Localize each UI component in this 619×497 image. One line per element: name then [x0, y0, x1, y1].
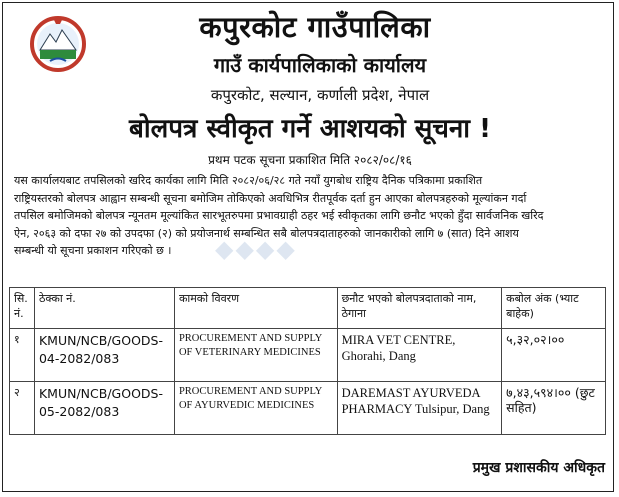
cell-sn: १ — [10, 329, 35, 382]
cell-sn: २ — [10, 382, 35, 435]
paragraph-line: राष्ट्रियस्तरको बोलपत्र आह्वान सम्बन्धी सूचना बमोजिम तोकिएको अवधिभित्र रीतपूर्वक दर्ता हुन आएका बोलपत्रहरुको मूल्यांकन गर्दा — [14, 191, 527, 205]
bid-table — [9, 287, 606, 435]
table-header-row — [10, 288, 606, 329]
address: कपुरकोट, सल्यान, कर्णाली प्रदेश, नेपाल — [210, 86, 430, 104]
cell-description: PROCUREMENT AND SUPPLY OF VETERINARY MEDICINES — [174, 329, 337, 382]
cell-amount: ५,३२,०२।०० — [502, 329, 606, 382]
paragraph-line: सम्बन्धी यो सूचना प्रकाशन गरिएको छ । — [14, 244, 172, 258]
notice-title: बोलपत्र स्वीकृत गर्ने आशयको सूचना ! — [129, 114, 491, 144]
cell-contract: KMUN/NCB/GOODS-04-2082/083 — [34, 329, 174, 382]
watermark-logo: ◆◆◆◆ — [215, 235, 297, 263]
paragraph-line: यस कार्यालयबाट तपसिलको खरिद कार्यका लागि मिति २०८२/०६/२८ गते नयाँ युगबोध राष्ट्रिय दैनिक पत्रिकामा प्रकाशित — [14, 174, 483, 187]
cell-bidder: DAREMAST AYURVEDA PHARMACY Tulsipur, Dang — [337, 382, 502, 435]
cell-amount: ७,४३,५९४।०० (छुट सहित) — [502, 382, 606, 435]
nepal-emblem-icon — [30, 14, 86, 74]
col-header-description: कामको विवरण — [174, 288, 337, 329]
table-row — [10, 329, 606, 382]
cell-contract: KMUN/NCB/GOODS-05-2082/083 — [34, 382, 174, 435]
office-title: गाउँ कार्यपालिकाको कार्यालय — [213, 53, 427, 77]
notice-paragraph — [14, 172, 606, 260]
col-header-contract: ठेक्का नं. — [34, 288, 174, 329]
col-header-sn: सि. नं. — [10, 288, 35, 329]
signature-title: प्रमुख प्रशासकीय अधिकृत — [472, 460, 605, 476]
paragraph-line: तपसिल बमोजिमको बोलपत्र न्यूनतम मूल्यांकित सारभूतरुपमा प्रभावग्राही ठहर भई स्वीकृतका लागि छनौट भएको हुँदा सार्वजनिक खरिद — [14, 209, 544, 223]
municipality-title: कपुरकोट गाउँपालिका — [199, 10, 431, 44]
col-header-amount: कबोल अंक (भ्याट बाहेक) — [502, 288, 606, 329]
paragraph-line: ऐन, २०६३ को दफा २७ को उपदफा (२) को प्रयोजनार्थ सम्बन्धित सबै बोलपत्रदाताहरुको जानकारीको लागि ७ (सात) दिने आशय — [14, 226, 519, 240]
cell-bidder: MIRA VET CENTRE, Ghorahi, Dang — [337, 329, 502, 382]
col-header-bidder: छनौट भएको बोलपत्रदाताको नाम, ठेगाना — [337, 288, 502, 329]
published-date: प्रथम पटक सूचना प्रकाशित मिति २०८२/०८/१६ — [208, 153, 412, 167]
table-row — [10, 382, 606, 435]
cell-description: PROCUREMENT AND SUPPLY OF AYURVEDIC MEDICINES — [174, 382, 337, 435]
